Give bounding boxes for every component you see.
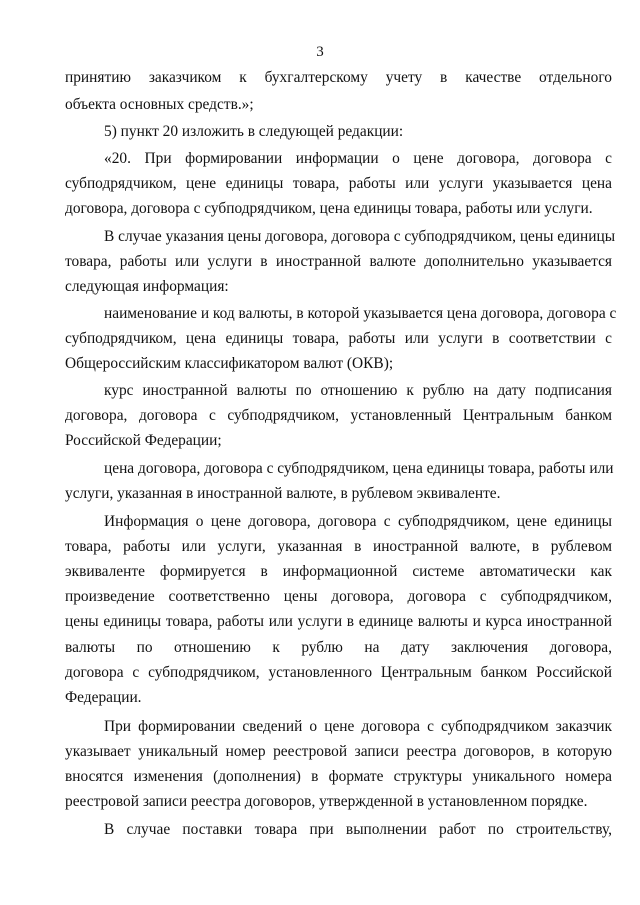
- text-line: Российской Федерации;: [65, 432, 222, 449]
- text-line: услуги, указанная в иностранной валюте, в рублевом эквиваленте.: [65, 485, 501, 502]
- text-line: валюты по отношению к рублю на дату заключения договора,: [65, 639, 612, 656]
- text-line: вносятся изменения (дополнения) в формате структуры уникального номера: [65, 768, 612, 785]
- text-line: курс иностранной валюты по отношению к рублю на дату подписания: [104, 382, 612, 399]
- text-line: договора, договора с субподрядчиком, установленный Центральным банком: [65, 407, 612, 424]
- text-line: 5) пункт 20 изложить в следующей редакции:: [104, 123, 404, 140]
- text-line: Федерации.: [65, 689, 142, 706]
- text-line: «20. При формировании информации о цене договора, договора с: [104, 150, 612, 167]
- text-line: субподрядчиком, цене единицы товара, работы или услуги указывается цена: [65, 175, 612, 192]
- text-line: договора с субподрядчиком, установленного Центральным банком Российской: [65, 664, 612, 681]
- page-number: 3: [316, 44, 324, 60]
- text-line: эквиваленте формируется в информационной системе автоматически как: [65, 563, 612, 580]
- text-line: наименование и код валюты, в которой указывается цена договора, договора с: [104, 305, 617, 322]
- text-line: В случае указания цены договора, договора с субподрядчиком, цены единицы: [104, 228, 616, 245]
- text-line: принятию заказчиком к бухгалтерскому учету в качестве отдельного: [65, 69, 612, 86]
- text-line: цена договора, договора с субподрядчиком, цена единицы товара, работы или: [104, 460, 614, 477]
- text-line: В случае поставки товара при выполнении работ по строительству,: [104, 821, 612, 838]
- text-line: Информация о цене договора, договора с субподрядчиком, цене единицы: [104, 513, 612, 530]
- text-line: товара, работы или услуги в иностранной валюте дополнительно указывается: [65, 253, 612, 270]
- text-line: объекта основных средств.»;: [65, 96, 254, 113]
- text-line: Общероссийским классификатором валют (ОКВ);: [65, 355, 394, 372]
- text-line: договора, договора с субподрядчиком, цена единицы товара, работы или услуги.: [65, 200, 593, 217]
- text-line: цены единицы товара, работы или услуги в единице валюты и курса иностранной: [65, 613, 612, 630]
- text-line: следующая информация:: [65, 278, 229, 295]
- text-line: При формировании сведений о цене договора с субподрядчиком заказчик: [104, 718, 612, 735]
- text-line: реестровой записи реестра договоров, утвержденной в установленном порядке.: [65, 793, 588, 810]
- text-line: произведение соответственно цены договора, договора с субподрядчиком,: [65, 588, 612, 605]
- text-line: товара, работы или услуги, указанная в иностранной валюте, в рублевом: [65, 538, 612, 555]
- text-line: субподрядчиком, цена единицы товара, работы или услуги в соответствии с: [65, 330, 612, 347]
- text-line: указывает уникальный номер реестровой записи реестра договоров, в которую: [65, 743, 612, 760]
